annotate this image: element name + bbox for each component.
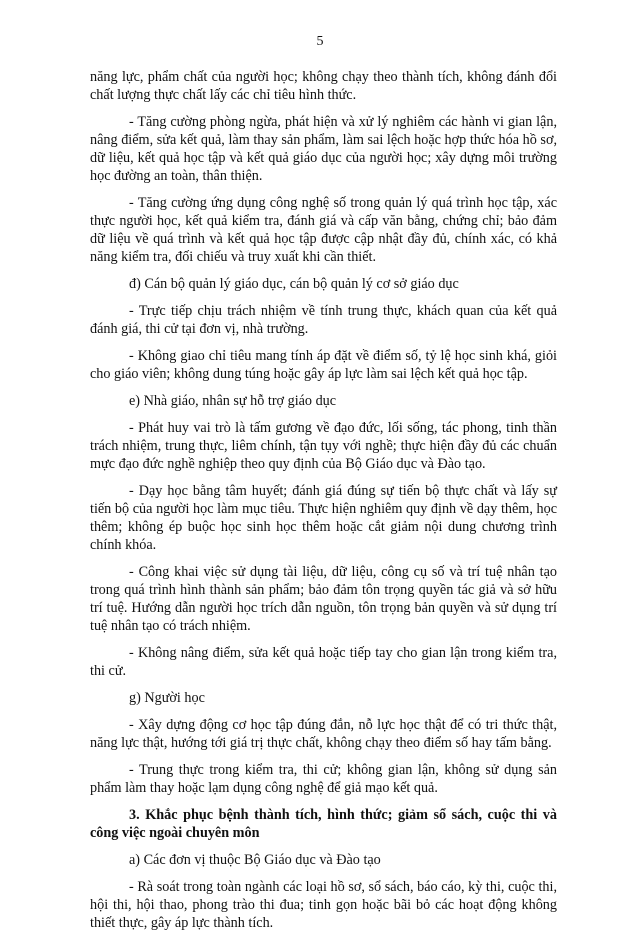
paragraph: - Tăng cường ứng dụng công nghệ số trong quản lý quá trình học tập, xác thực người học, kết quả kiểm tra, đánh giá và cấp văn bằng, chứng chỉ; bảo đảm dữ liệu về quá trình và kết quả học tập được cập nhật đầy đủ, chính xác, có khả năng kiểm tra, đối chiếu và truy xuất khi cần thiết. [90, 195, 557, 265]
paragraph: g) Người học [129, 690, 205, 706]
paragraph: - Không nâng điểm, sửa kết quả hoặc tiếp tay cho gian lận trong kiểm tra, thi cử. [90, 645, 557, 679]
paragraph: - Không giao chỉ tiêu mang tính áp đặt về điểm số, tỷ lệ học sinh khá, giỏi cho giáo viên; không dung túng hoặc gây áp lực làm sai lệch kết quả học tập. [90, 348, 557, 382]
document-body [90, 68, 557, 941]
section-heading: 3. Khắc phục bệnh thành tích, hình thức; giảm sổ sách, cuộc thi và công việc ngoài chuyên môn [90, 807, 557, 841]
paragraph: a) Các đơn vị thuộc Bộ Giáo dục và Đào tạo [129, 852, 381, 868]
paragraph: năng lực, phẩm chất của người học; không chạy theo thành tích, không đánh đổi chất lượng thực chất lấy các chỉ tiêu hình thức. [90, 69, 557, 103]
page-number: 5 [316, 34, 324, 49]
paragraph: đ) Cán bộ quản lý giáo dục, cán bộ quản lý cơ sở giáo dục [129, 276, 459, 292]
paragraph: - Xây dựng động cơ học tập đúng đắn, nỗ lực học thật để có tri thức thật, năng lực thật, hướng tới giá trị thực chất, không chạy theo điểm số hay tấm bằng. [90, 717, 557, 751]
paragraph: - Tăng cường phòng ngừa, phát hiện và xử lý nghiêm các hành vi gian lận, nâng điểm, sửa kết quả, làm thay sản phẩm, làm sai lệch hoặc hợp thức hóa hồ sơ, dữ liệu, kết quả học tập và kết quả giáo dục của người học; xây dựng môi trường học đường an toàn, thân thiện. [90, 114, 557, 184]
paragraph: - Dạy học bằng tâm huyết; đánh giá đúng sự tiến bộ thực chất và lấy sự tiến bộ của người học làm mục tiêu. Thực hiện nghiêm quy định về dạy thêm, học thêm; không ép buộc học sinh học thêm hoặc cắt giảm nội dung chương trình chính khóa. [90, 483, 557, 553]
paragraph: - Phát huy vai trò là tấm gương về đạo đức, lối sống, tác phong, tinh thần trách nhiệm, trung thực, liêm chính, tận tụy với nghề; thực hiện đầy đủ các chuẩn mực đạo đức nghề nghiệp theo quy định của Bộ Giáo dục và Đào tạo. [90, 420, 557, 472]
paragraph: - Rà soát trong toàn ngành các loại hồ sơ, sổ sách, báo cáo, kỳ thi, cuộc thi, hội thi, hội thao, phong trào thi đua; tinh gọn hoặc bãi bỏ các hoạt động không thiết thực, gây áp lực thành tích. [90, 879, 557, 931]
paragraph: e) Nhà giáo, nhân sự hỗ trợ giáo dục [129, 393, 337, 409]
paragraph: - Trực tiếp chịu trách nhiệm về tính trung thực, khách quan của kết quả đánh giá, thi cử tại đơn vị, nhà trường. [90, 303, 557, 337]
paragraph: - Trung thực trong kiểm tra, thi cử; không gian lận, không sử dụng sản phẩm làm thay hoặc lạm dụng công nghệ để giả mạo kết quả. [90, 762, 557, 796]
paragraph: - Công khai việc sử dụng tài liệu, dữ liệu, công cụ số và trí tuệ nhân tạo trong quá trình hình thành sản phẩm; bảo đảm tôn trọng quyền tác giả và sở hữu trí tuệ. Hướng dẫn người học trích dẫn nguồn, tôn trọng bản quyền và sử dụng trí tuệ nhân tạo có trách nhiệm. [90, 564, 557, 634]
